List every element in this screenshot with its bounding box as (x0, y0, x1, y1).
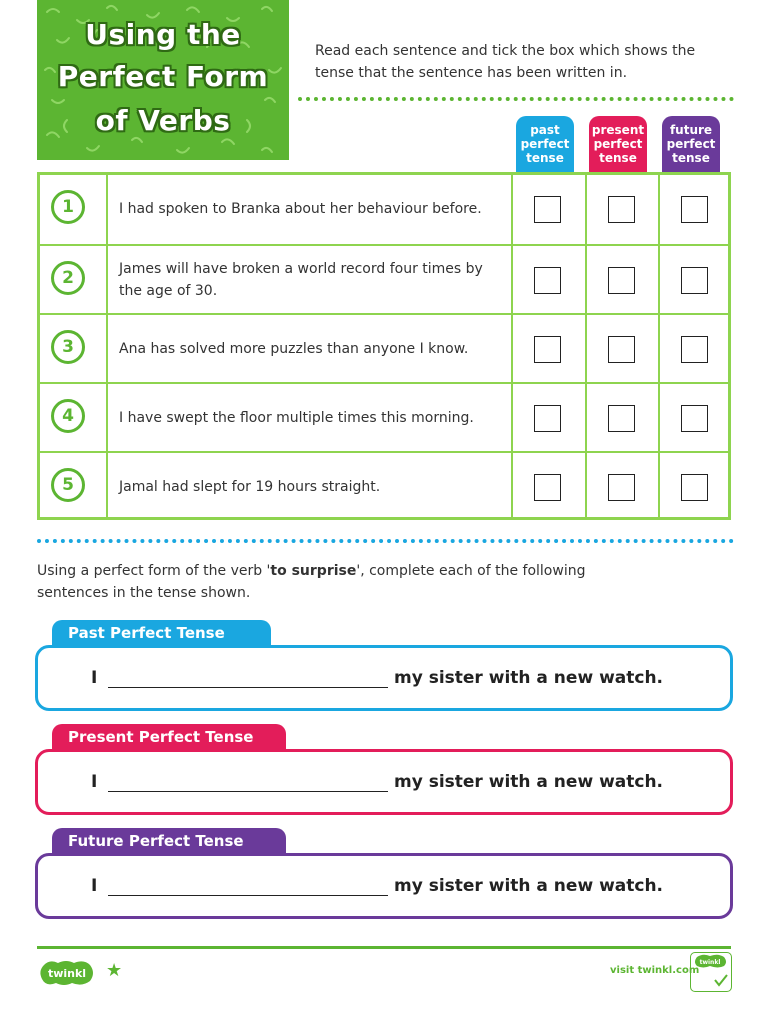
tab-past-perfect: Past Perfect Tense (52, 620, 271, 646)
column-header-future: future perfect tense (662, 116, 720, 172)
checkbox-future[interactable] (681, 336, 708, 363)
checkbox-present[interactable] (608, 267, 635, 294)
tense-table (37, 172, 731, 520)
table-row (40, 382, 728, 451)
checkbox-future[interactable] (681, 474, 708, 501)
table-row (40, 313, 728, 382)
title-block (37, 0, 289, 160)
table-divider (511, 175, 513, 517)
row-sentence: I had spoken to Branka about her behaviour before. (119, 201, 482, 217)
row-sentence: Jamal had slept for 19 hours straight. (119, 479, 381, 495)
answer-blank[interactable] (108, 791, 388, 792)
twinkl-logo (38, 959, 96, 987)
checkbox-past[interactable] (534, 474, 561, 501)
footer-line (37, 946, 731, 949)
answer-rest: my sister with a new watch. (394, 772, 664, 792)
divider-dotted-top (298, 97, 734, 101)
answer-blank[interactable] (108, 895, 388, 896)
table-row (40, 175, 728, 244)
row-sentence: James will have broken a world record four times by the age of 30. (119, 261, 483, 299)
logo-text: twinkl (47, 967, 87, 980)
star-icon: ★ (106, 960, 123, 981)
task2-suffix: ', complete each of the following sentences in the tense shown. (37, 563, 586, 601)
answer-rest: my sister with a new watch. (394, 668, 664, 688)
row-number: 3 (51, 330, 85, 364)
column-header-present: present perfect tense (589, 116, 647, 172)
row-number: 5 (51, 468, 85, 502)
table-divider (585, 175, 587, 517)
instructions: Read each sentence and tick the box which shows the tense that the sentence has been written in. (315, 43, 696, 81)
tab-future-perfect: Future Perfect Tense (52, 828, 286, 854)
row-sentence: I have swept the floor multiple times this morning. (119, 410, 474, 426)
answer-box-present (35, 749, 733, 815)
badge-text: twinkl (699, 959, 721, 966)
checkbox-future[interactable] (681, 405, 708, 432)
answer-box-past (35, 645, 733, 711)
table-row (40, 244, 728, 313)
table-divider (106, 175, 108, 517)
checkbox-future[interactable] (681, 267, 708, 294)
visit-link[interactable]: visit twinkl.com (610, 965, 700, 976)
checkbox-present[interactable] (608, 196, 635, 223)
task2-verb: to surprise (270, 563, 357, 579)
row-number: 1 (51, 190, 85, 224)
badge-graphic (691, 953, 730, 990)
title-line-3: of Verbs (95, 104, 231, 137)
checkbox-past[interactable] (534, 267, 561, 294)
answer-start: I (91, 668, 98, 688)
answer-rest: my sister with a new watch. (394, 876, 664, 896)
column-header-past: past perfect tense (516, 116, 574, 172)
row-number: 2 (51, 261, 85, 295)
table-divider (658, 175, 660, 517)
task2-instructions (37, 560, 597, 604)
answer-start: I (91, 876, 98, 896)
table-row (40, 451, 728, 520)
answer-start: I (91, 772, 98, 792)
answer-blank[interactable] (108, 687, 388, 688)
row-number: 4 (51, 399, 85, 433)
checkbox-present[interactable] (608, 336, 635, 363)
checkbox-past[interactable] (534, 336, 561, 363)
quality-badge-icon (690, 952, 732, 992)
divider-dotted-middle (37, 539, 734, 543)
checkbox-present[interactable] (608, 405, 635, 432)
checkbox-past[interactable] (534, 196, 561, 223)
title-line-2: Perfect Form (57, 60, 269, 93)
checkbox-past[interactable] (534, 405, 561, 432)
answer-box-future (35, 853, 733, 919)
task2-prefix: Using a perfect form of the verb ' (37, 563, 271, 579)
checkbox-present[interactable] (608, 474, 635, 501)
row-sentence: Ana has solved more puzzles than anyone I know. (119, 341, 469, 357)
checkbox-future[interactable] (681, 196, 708, 223)
tab-present-perfect: Present Perfect Tense (52, 724, 286, 750)
title-line-1: Using the (85, 18, 241, 51)
